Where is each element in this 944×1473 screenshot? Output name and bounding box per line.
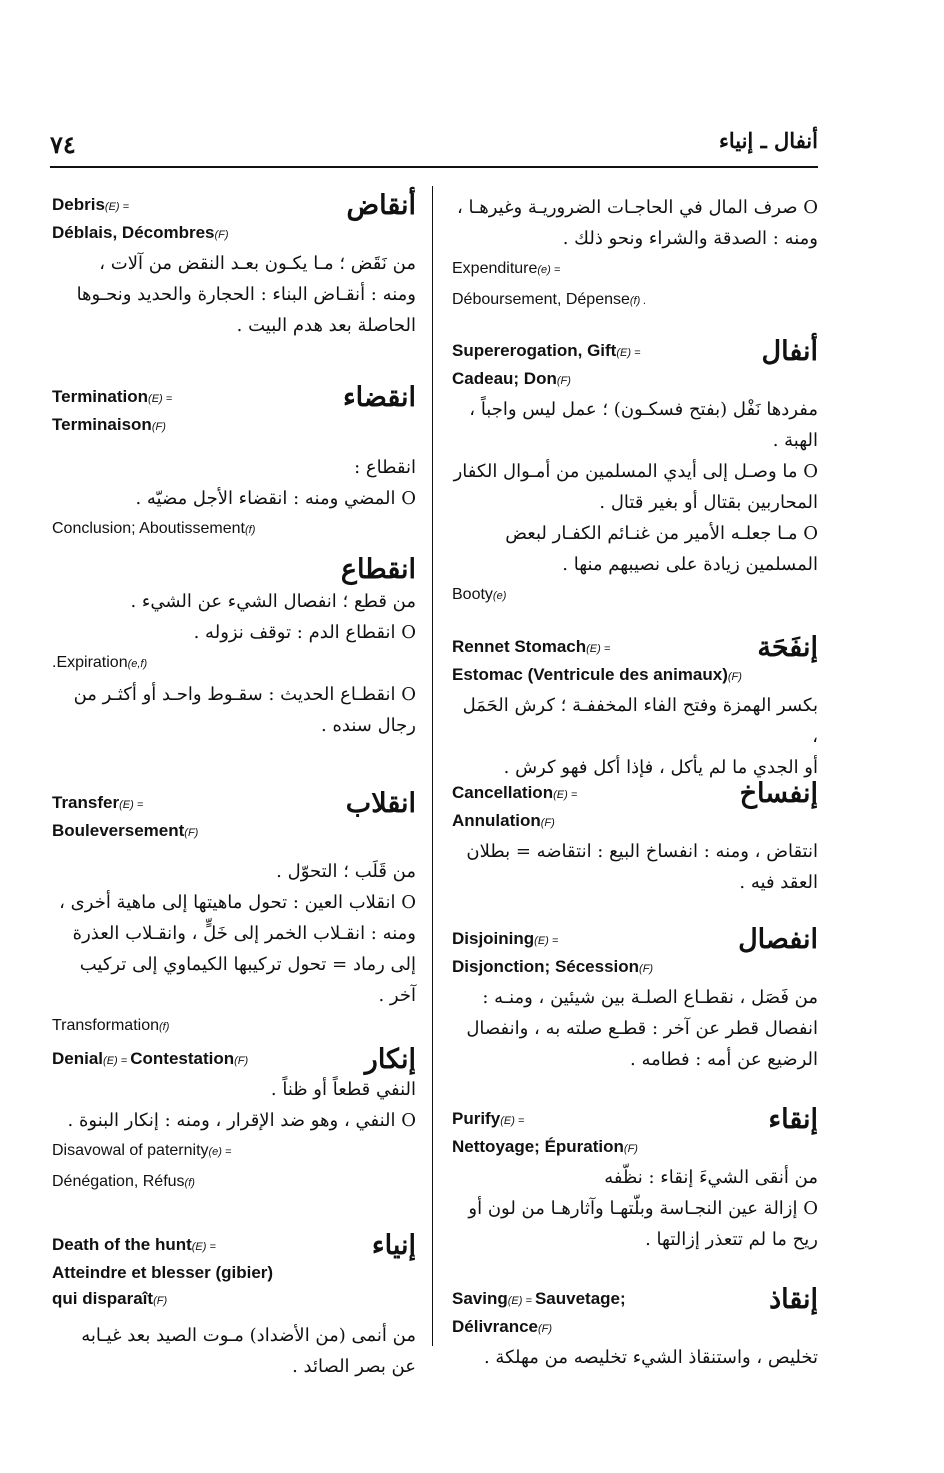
lang-tag: (E) =	[119, 799, 144, 811]
definition-line: O انقطـاع الحديث : سقـوط واحـد أو أكثـر من	[73, 684, 416, 705]
translation: .Expiration	[52, 654, 128, 671]
english-term: Termination	[52, 387, 149, 406]
definition-line: انقطاع :	[354, 457, 416, 478]
entry-inqilab	[52, 788, 416, 1034]
entry-inkar	[52, 1046, 416, 1216]
english-term: Supererogation, Gift	[452, 341, 617, 360]
lang-tag: (F)	[556, 375, 571, 387]
headword: انقطاع	[340, 554, 416, 585]
definition-line: ريح ما لم تتعذر إزالتها .	[645, 1229, 818, 1250]
french-term: Délivrance	[452, 1317, 538, 1336]
definition-line: العقد فيه .	[739, 872, 818, 893]
headword: إنفَحَة	[757, 632, 818, 663]
entry-inqida	[52, 384, 416, 540]
definition-line: عن بصر الصائد .	[292, 1356, 416, 1377]
definition-line: إلى رماد = تحول تركيبها الكيماوي إلى تركيب آخر .	[79, 954, 416, 1006]
definition-line: من قطع ؛ انفصال الشيء عن الشيء .	[130, 591, 416, 612]
lang-tag: (E) =	[103, 1055, 131, 1067]
translation: Transformation	[52, 1017, 159, 1034]
lang-tag: (e,f)	[127, 658, 148, 670]
lang-tag: (E) =	[553, 789, 578, 801]
lang-tag: (f)	[184, 1177, 195, 1189]
definition-line: النفي قطعاً أو ظناً .	[270, 1079, 416, 1100]
english-term: Purify	[452, 1109, 501, 1128]
translation: Expenditure	[452, 260, 538, 277]
english-term: Death of the hunt	[52, 1235, 192, 1254]
definition-line: ومنه : أنقـاض البناء : الحجارة والحديد ونحـوها	[76, 284, 416, 305]
translation: Dénégation, Réfus	[52, 1173, 185, 1190]
lang-tag: (F)	[153, 1295, 168, 1307]
definition-line: انفصال قطر عن آخر : قطـع صلته به ، وانفصال	[466, 1018, 818, 1039]
definition-line: تخليص ، واستنقاذ الشيء تخليصه من مهلكة .	[483, 1347, 818, 1368]
headword: إنفساخ	[739, 778, 818, 809]
definition-line: O ما وصـل إلى أيدي المسلمين من أمـوال الكفار	[453, 461, 818, 482]
definition-line: الحاصلة بعد هدم البيت .	[236, 315, 416, 336]
lang-tag: (F)	[214, 229, 229, 241]
english-term: Saving	[452, 1289, 508, 1308]
lang-tag: (e) =	[537, 264, 561, 276]
headword: إنقاذ	[769, 1284, 818, 1315]
definition-line: O إزالة عين النجـاسة وبلّتهـا وآثارهـا من لون أو	[468, 1198, 818, 1219]
lang-tag: (E) =	[586, 643, 611, 655]
definition-line: المحاربين بقتال أو بغير قتال .	[599, 492, 818, 513]
lang-tag: (f)	[245, 524, 256, 536]
translation: Disavowal of paternity	[52, 1142, 209, 1159]
lang-tag: (f)	[159, 1021, 170, 1033]
entry-infisakh	[452, 780, 818, 910]
french-term: Disjonction; Sécession	[452, 957, 640, 976]
english-term: Debris	[52, 195, 105, 214]
definition-line: رجال سنده .	[321, 715, 416, 736]
definition-line: أو الجدي ما لم يأكل ، فإذا أكل فهو كرش .	[503, 757, 818, 778]
definition-line: ومنه : الصدقة والشراء ونحو ذلك .	[562, 228, 818, 249]
definition-line: O صرف المال في الحاجـات الضروريـة وغيرهـا ،	[456, 197, 818, 218]
lang-tag: (F)	[639, 963, 654, 975]
entry-continued	[452, 192, 818, 322]
entry-inqita	[52, 556, 416, 774]
lang-tag: (F)	[538, 1323, 553, 1335]
lang-tag: (E) =	[507, 1295, 535, 1307]
french-term: Sauvetage;	[534, 1289, 626, 1308]
lang-tag: (E) =	[500, 1115, 525, 1127]
definition-line: بكسر الهمزة وفتح الفاء المخففـة ؛ كرش الحَمَل ،	[462, 695, 818, 747]
definition-line: O المضي ومنه : انقضاء الأجل مضيّه .	[135, 488, 416, 509]
definition-line: O انقلاب العين : تحول ماهيتها إلى ماهية أخرى ،	[59, 892, 416, 913]
entry-anqad	[52, 192, 416, 368]
definition-line: O مـا جعلـه الأمير من غنـائم الكفـار لبعض	[505, 523, 818, 544]
lang-tag: (e)	[492, 590, 507, 602]
page-number: ٧٤	[50, 130, 76, 159]
headword: إنكار	[364, 1044, 416, 1075]
headword: إنقاء	[768, 1104, 818, 1135]
definition-line: من أنقى الشيءَ إنقاء : نظّفه	[604, 1167, 818, 1188]
definition-line: انتقاض ، ومنه : انفساخ البيع : انتقاضه = بطلان	[466, 841, 818, 862]
definition-line: من قَلَب ؛ التحوّل .	[276, 861, 416, 882]
right-column	[452, 192, 818, 1389]
lang-tag: (E) =	[616, 347, 641, 359]
english-term: Cancellation	[452, 783, 554, 802]
french-term: Terminaison	[52, 415, 152, 434]
translation: Conclusion; Aboutissement	[52, 520, 245, 537]
translation: Booty	[452, 586, 493, 603]
lang-tag: (F)	[727, 671, 742, 683]
definition-line: من أنمى (من الأضداد) مـوت الصيد بعد غيـابه	[81, 1325, 416, 1346]
running-title: أنفال ـ إنياء	[718, 128, 818, 153]
french-term: Contestation	[130, 1049, 235, 1068]
definition-line: ومنه : انقـلاب الخمر إلى خَلٍّ ، وانقـلاب العذرة	[72, 923, 416, 944]
definition-line: O انقطاع الدم : توقف نزوله .	[193, 622, 416, 643]
headword: أنقاض	[346, 190, 416, 221]
entry-inqa	[452, 1106, 818, 1270]
english-term: Transfer	[52, 793, 120, 812]
english-term: Disjoining	[452, 929, 535, 948]
french-term: qui disparaît	[52, 1289, 154, 1308]
lang-tag: (F)	[234, 1055, 249, 1067]
lang-tag: (F)	[623, 1143, 638, 1155]
headword: أنفال	[761, 336, 818, 367]
lang-tag: (F)	[184, 827, 199, 839]
definition-line: الرضيع عن أمه : فطامه .	[630, 1049, 818, 1070]
definition-line: الهبة .	[772, 430, 818, 451]
headword: انقلاب	[345, 788, 416, 819]
english-term: Denial	[52, 1049, 104, 1068]
entry-inqadh	[452, 1286, 818, 1373]
french-term: Nettoyage; Épuration	[452, 1137, 624, 1156]
lang-tag: (f) .	[629, 295, 647, 307]
translation: Déboursement, Dépense	[452, 291, 630, 308]
lang-tag: (E) =	[148, 393, 173, 405]
french-term: Bouleversement	[52, 821, 185, 840]
lang-tag: (E) =	[104, 201, 130, 213]
lang-tag: (F)	[151, 421, 166, 433]
definition-line: مفردها نَفْل (بفتح فسكـون) ؛ عمل ليس واجباً ،	[469, 399, 818, 420]
page-header	[50, 128, 818, 168]
left-column	[52, 192, 416, 1398]
definition-line: من نَقَض ؛ مـا يكـون بعـد النقض من آلات ،	[99, 253, 416, 274]
headword: انفصال	[738, 924, 818, 955]
french-term: Annulation	[452, 811, 541, 830]
entry-inya	[52, 1232, 416, 1382]
entry-infisal	[452, 926, 818, 1090]
french-term: Cadeau; Don	[452, 369, 557, 388]
french-term: Atteindre et blesser (gibier)	[52, 1263, 274, 1282]
french-term: Estomac (Ventricule des animaux)	[452, 665, 728, 684]
entry-anfal	[452, 338, 818, 618]
lang-tag: (e) =	[208, 1146, 232, 1158]
lang-tag: (E) =	[191, 1241, 216, 1253]
definition-line: من فَصَل ، نقطـاع الصلـة بين شيئين ، ومنـه :	[482, 987, 818, 1008]
english-term: Rennet Stomach	[452, 637, 587, 656]
lang-tag: (F)	[540, 817, 555, 829]
headword: إنياء	[371, 1230, 416, 1261]
definition-line: المسلمين زيادة على نصيبهم منها .	[562, 554, 818, 575]
definition-line: O النفي ، وهو ضد الإقرار ، ومنه : إنكار البنوة .	[67, 1110, 416, 1131]
column-divider	[432, 186, 433, 1346]
headword: انقضاء	[342, 382, 416, 413]
lang-tag: (E) =	[534, 935, 559, 947]
entry-infaha	[452, 632, 818, 778]
french-term: Déblais, Décombres	[52, 223, 215, 242]
